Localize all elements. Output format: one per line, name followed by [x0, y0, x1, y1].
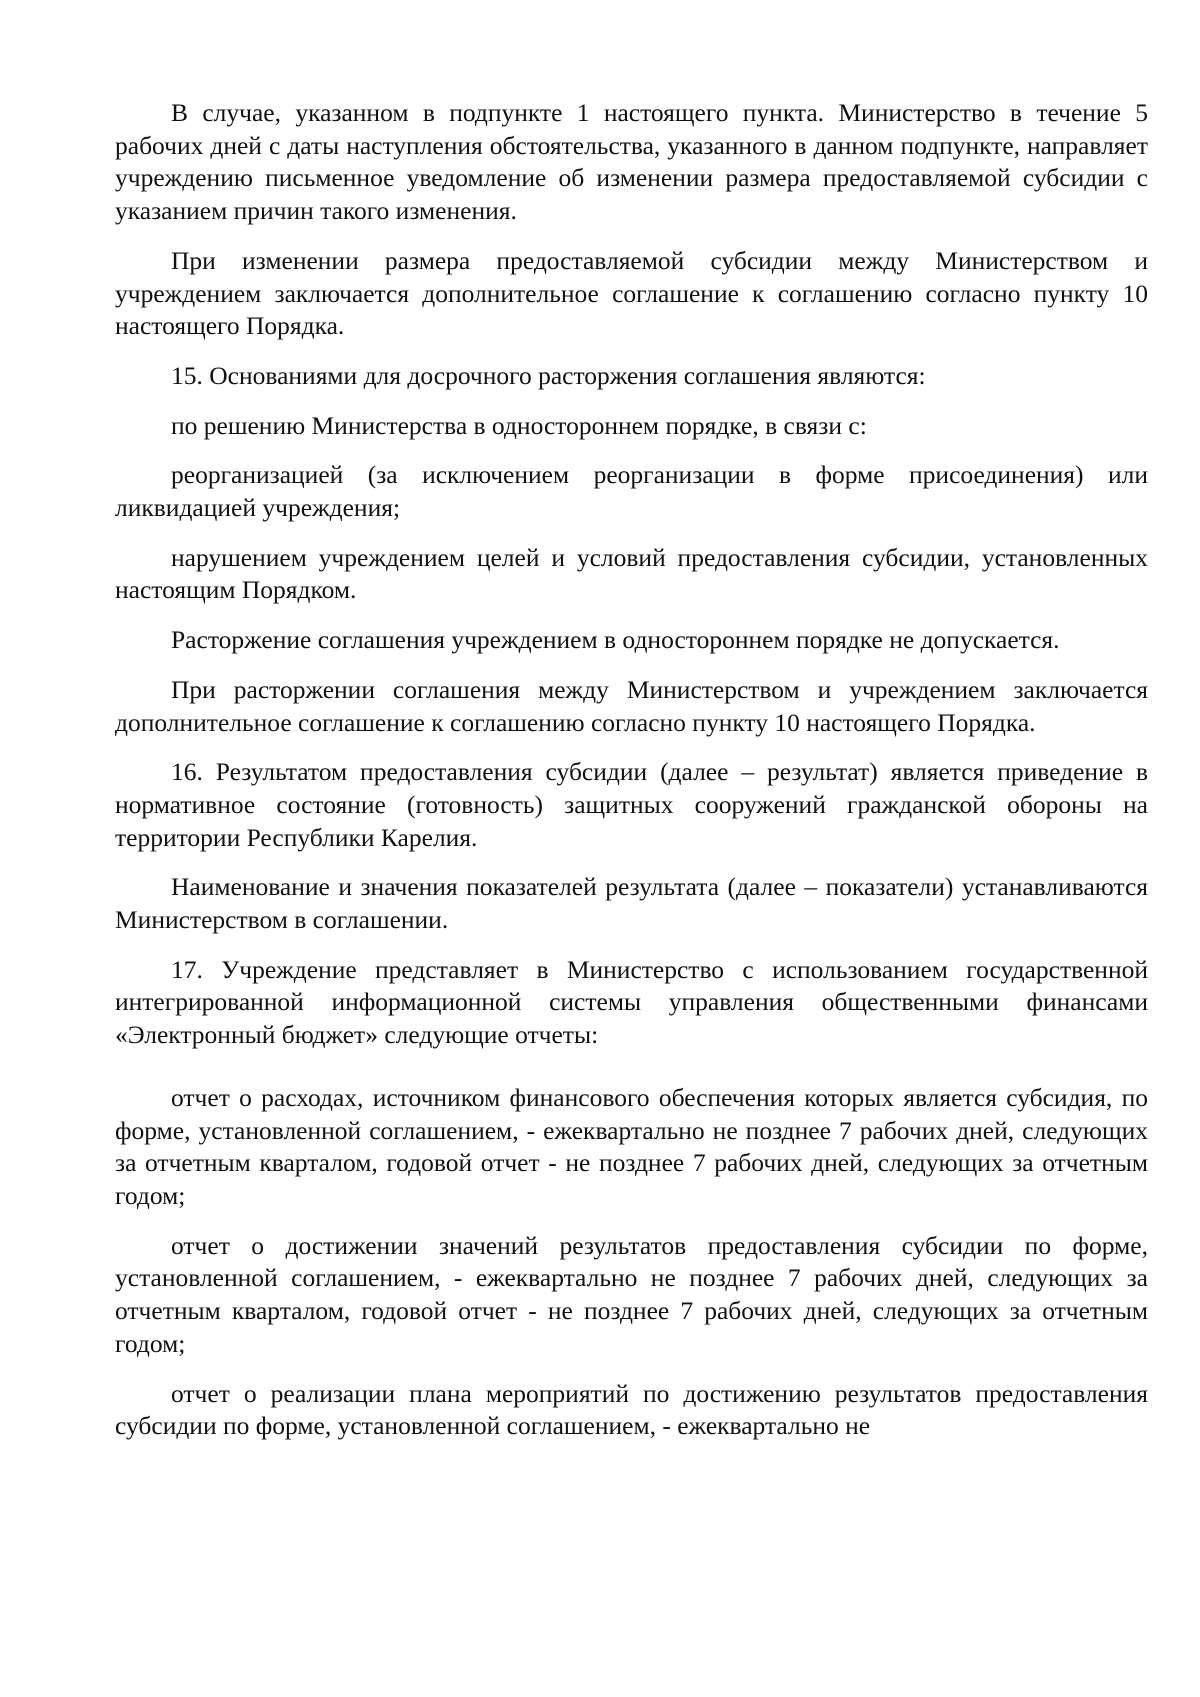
paragraph-17-reports: 17. Учреждение представляет в Министерство с использованием государственной интегрированной информационной системы управления общественными финансами «Электронный бюджет» следующие отчеты:: [115, 954, 1148, 1050]
paragraph-15-termination-grounds: 15. Основаниями для досрочного расторжения соглашения являются:: [171, 360, 926, 390]
paragraph-results-report: отчет о достижении значений результатов предоставления субсидии по форме, установленной соглашением, - ежеквартально не позднее 7 рабочих дней, следующих за отчетным кварталом, годовой отчет - не позднее 7 рабочих дней, следующих за отчетным годом;: [115, 1230, 1148, 1358]
paragraph-no-unilateral-termination: Расторжение соглашения учреждением в одностороннем порядке не допускается.: [171, 625, 1060, 655]
paragraph-subsidy-change-notice: В случае, указанном в подпункте 1 настоящего пункта. Министерство в течение 5 рабочих дней с даты наступления обстоятельства, указанного в данном подпункте, направляет учреждению письменное уведомление об изменении размера предоставляемой субсидии с указанием причин такого изменения.: [115, 98, 1148, 226]
paragraph-ministry-unilateral: по решению Министерства в одностороннем порядке, в связи с:: [171, 410, 867, 440]
paragraph-indicators: Наименование и значения показателей результата (далее – показатели) устанавливаются Министерством в соглашении.: [115, 872, 1148, 935]
paragraph-16-result: 16. Результатом предоставления субсидии (далее – результат) является приведение в нормативное состояние (готовность) защитных сооружений гражданской обороны на территории Республики Карелия.: [115, 757, 1148, 852]
paragraph-termination-agreement: При расторжении соглашения между Министерством и учреждением заключается дополнительное соглашение к соглашению согласно пункту 10 настоящего Порядка.: [115, 674, 1148, 737]
paragraph-plan-report: отчет о реализации плана мероприятий по достижению результатов предоставления субсидии по форме, установленной соглашением, - ежеквартально не: [115, 1378, 1148, 1441]
paragraph-additional-agreement: При изменении размера предоставляемой субсидии между Министерством и учреждением заключается дополнительное соглашение к соглашению согласно пункту 10 настоящего Порядка.: [115, 245, 1148, 341]
paragraph-reorganization: реорганизацией (за исключением реорганизации в форме присоединения) или ликвидацией учреждения;: [115, 460, 1148, 523]
document-body: [115, 97, 1148, 1460]
paragraph-violation: нарушением учреждением целей и условий предоставления субсидии, установленных настоящим Порядком.: [115, 542, 1148, 605]
paragraph-expense-report: отчет о расходах, источником финансового обеспечения которых является субсидия, по форме, установленной соглашением, - ежеквартально не позднее 7 рабочих дней, следующих за отчетным кварталом, годовой отчет - не позднее 7 рабочих дней, следующих за отчетным годом;: [115, 1082, 1148, 1210]
